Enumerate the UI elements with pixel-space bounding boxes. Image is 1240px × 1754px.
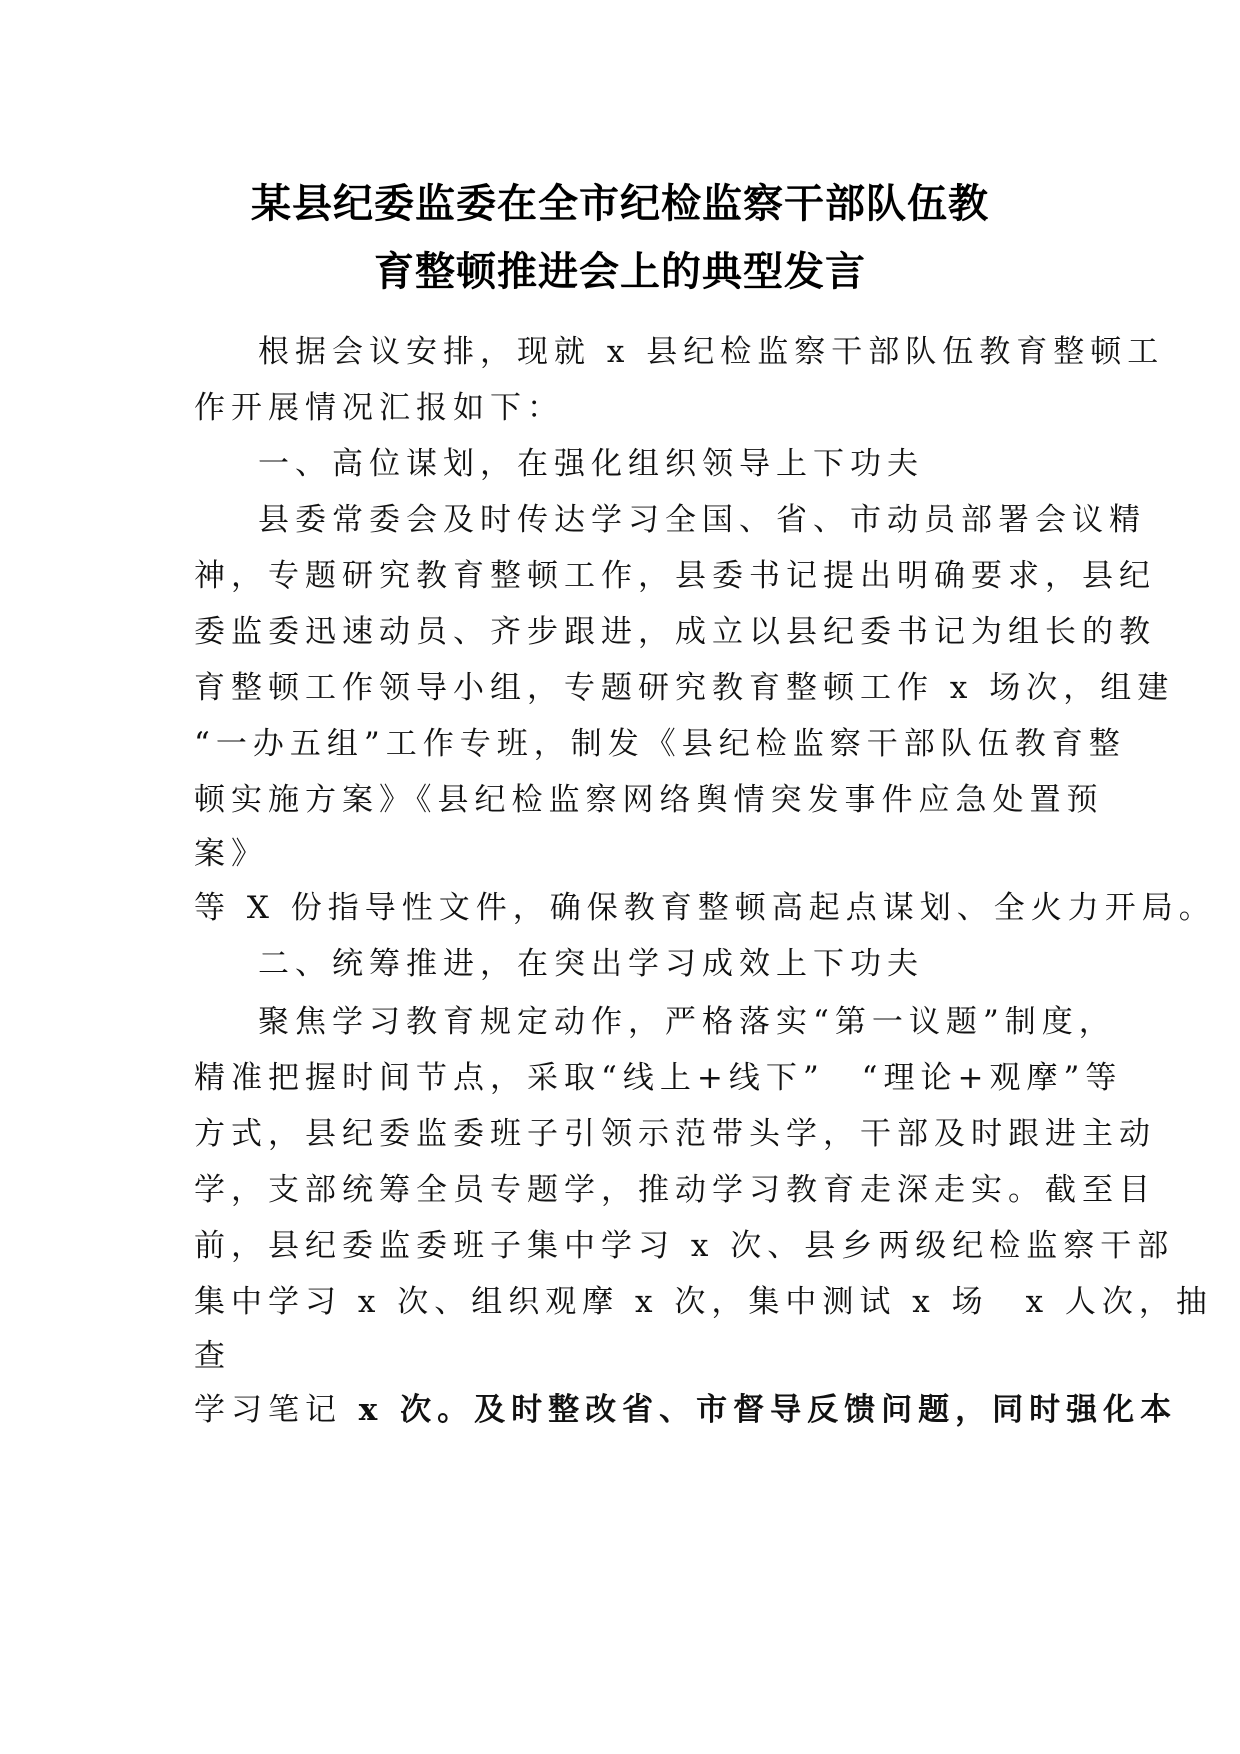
section-2-line-4: 学，支部统筹全员专题学，推动学习教育走深走实。截至目 bbox=[194, 1172, 1156, 1208]
document-title-line-2: 育整顿推进会上的典型发言 bbox=[374, 249, 866, 295]
section-1-line-8: 等 X 份指导性文件，确保教育整顿高起点谋划、全火力开局。 bbox=[194, 890, 1216, 926]
last-line-bold-text: x 次。及时整改省、市督导反馈问题，同时强化本 bbox=[342, 1392, 1178, 1428]
section-1-line-3: 委监委迅速动员、齐步跟进，成立以县纪委书记为组长的教 bbox=[194, 614, 1156, 650]
last-line-normal-text: 学习笔记 bbox=[194, 1392, 342, 1428]
section-1-line-6: 顿实施方案》《县纪检监察网络舆情突发事件应急处置预 bbox=[194, 782, 1104, 818]
section-1-line-1: 县委常委会及时传达学习全国、省、市动员部署会议精 bbox=[258, 502, 1146, 538]
section-2-line-7: 查 bbox=[194, 1338, 231, 1374]
section-heading-2: 二、统筹推进，在突出学习成效上下功夫 bbox=[258, 946, 924, 982]
section-2-line-1: 聚焦学习教育规定动作，严格落实“第一议题”制度， bbox=[258, 1004, 1116, 1040]
section-2-line-3: 方式，县纪委监委班子引领示范带头学，干部及时跟进主动 bbox=[194, 1116, 1156, 1152]
paragraph-intro-line-1: 根据会议安排，现就 x 县纪检监察干部队伍教育整顿工 bbox=[258, 334, 1165, 370]
section-2-line-8 bbox=[194, 1390, 1177, 1430]
section-1-line-4: 育整顿工作领导小组，专题研究教育整顿工作 x 场次，组建 bbox=[194, 670, 1175, 706]
section-2-line-5: 前，县纪委监委班子集中学习 x 次、县乡两级纪检监察干部 bbox=[194, 1228, 1175, 1264]
section-1-line-5: “一办五组”工作专班，制发《县纪检监察干部队伍教育整 bbox=[194, 726, 1126, 762]
section-1-line-2: 神，专题研究教育整顿工作，县委书记提出明确要求，县纪 bbox=[194, 558, 1156, 594]
section-2-line-6: 集中学习 x 次、组织观摩 x 次，集中测试 x 场 x 人次，抽 bbox=[194, 1284, 1213, 1320]
paragraph-intro-line-2: 作开展情况汇报如下： bbox=[194, 390, 564, 426]
section-2-line-2: 精准把握时间节点，采取“线上+线下” “理论+观摩”等 bbox=[194, 1060, 1123, 1096]
section-heading-1: 一、高位谋划，在强化组织领导上下功夫 bbox=[258, 446, 924, 482]
section-1-line-7: 案》 bbox=[194, 836, 268, 872]
document-title-line-1: 某县纪委监委在全市纪检监察干部队伍教 bbox=[251, 181, 989, 227]
